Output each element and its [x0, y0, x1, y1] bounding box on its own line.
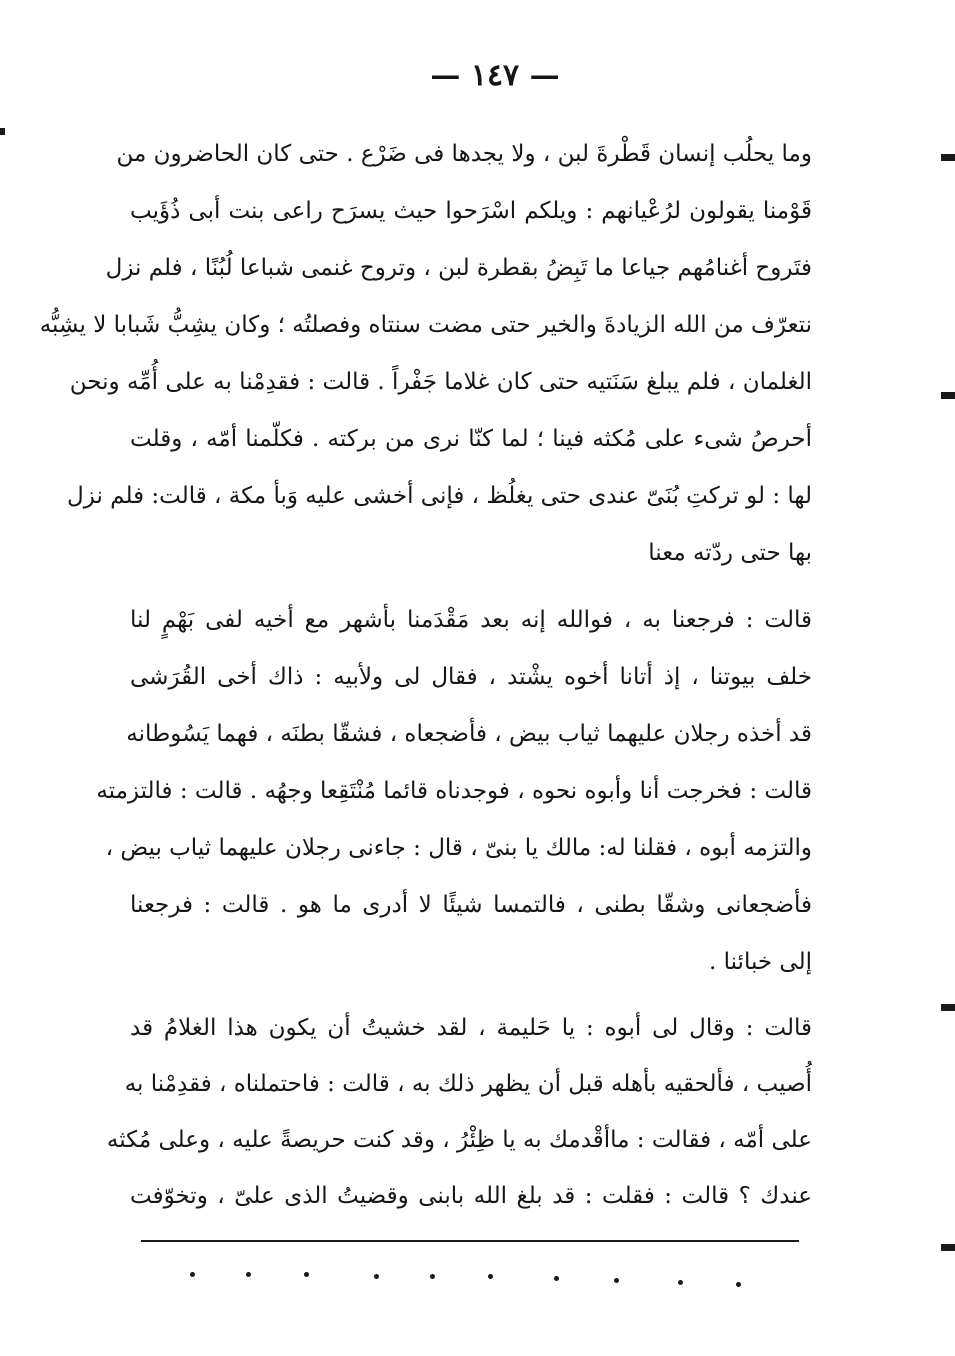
text-line: أحرصُ شىء على مُكثه فينا ؛ لما كنّا نرى من بركته . فكلّمنا أمّه ، وقلت — [130, 426, 812, 452]
text-line: فأضجعانى وشقّا بطنى ، فالتمسا شيئًا لا أدرى ما هو . قالت : فرجعنا — [130, 892, 812, 918]
paragraph-3 — [106, 1000, 812, 1224]
dot-mark — [430, 1274, 435, 1279]
margin-mark — [0, 128, 5, 135]
text-line: والتزمه أبوه ، فقلنا له: مالك يا بنىّ ، قال : جاءنى رجلان عليهما ثياب بيض ، — [105, 835, 812, 861]
text-line: بها حتى ردّته معنا — [648, 540, 812, 566]
margin-mark — [941, 1004, 955, 1011]
text-line: أُصيب ، فألحقيه بأهله قبل أن يظهر ذلك به ، قالت : فاحتملناه ، فقدِمْنا به — [124, 1071, 812, 1097]
dot-mark — [304, 1272, 309, 1277]
text-line: قالت : فرجعنا به ، فوالله إنه بعد مَقْدَمنا بأشهر مع أخيه لفى بَهْمٍ لنا — [130, 607, 812, 633]
text-line: خلف بيوتنا ، إذ أتانا أخوه يشْتد ، فقال لى ولأبيه : ذاك أخى القُرَشى — [130, 664, 812, 690]
dot-mark — [488, 1274, 493, 1279]
footer-dots — [180, 1268, 750, 1288]
text-line: قالت : فخرجت أنا وأبوه نحوه ، فوجدناه قائما مُنْتَقِعا وجهُه . قالت : فالتزمته — [96, 778, 812, 804]
paragraph-1 — [39, 126, 812, 582]
footer-rule — [141, 1240, 799, 1242]
dot-mark — [554, 1276, 559, 1281]
text-line: على أمّه ، فقالت : ماأقْدمك به يا ظِئْرُ ، وقد كنت حريصةً عليه ، وعلى مُكثه — [106, 1127, 812, 1153]
dot-mark — [736, 1282, 741, 1287]
text-line: فتَروح أغنامُهم جياعا ما تَبِضُ بقطرة لبن ، وتروح غنمى شباعا لُبُنًا ، فلم نزل — [105, 255, 812, 281]
dot-mark — [678, 1280, 683, 1285]
text-line: وما يحلُب إنسان قَطْرةَ لبن ، ولا يجدها فى ضَرْع . حتى كان الحاضرون من — [116, 141, 812, 167]
text-line: الغلمان ، فلم يبلغ سَنَتيه حتى كان غلاما جَفْراً . قالت : فقدِمْنا به على أُمِّه ونحن — [69, 369, 812, 395]
text-line: عندك ؟ قالت : فقلت : قد بلغ الله بابنى وقضيتُ الذى علىّ ، وتخوّفت — [130, 1183, 812, 1209]
margin-mark — [941, 392, 955, 399]
margin-mark — [941, 154, 955, 161]
text-line: قد أخذه رجلان عليهما ثياب بيض ، فأضجعاه ، فشقّا بطنَه ، فهما يَسُوطانه — [126, 721, 812, 747]
dot-mark — [614, 1278, 619, 1283]
paragraph-2 — [96, 592, 812, 991]
page-number: — ١٤٧ — — [430, 58, 560, 93]
text-line: قَوْمنا يقولون لرُعْيانهم : ويلكم اسْرَحوا حيث يسرَح راعى بنت أبى ذُؤَيب — [130, 198, 812, 224]
text-line: لها : لو تركتِ بُنَىّ عندى حتى يغلُظ ، فإنى أخشى عليه وَبأ مكة ، قالت: فلم نزل — [67, 483, 812, 509]
dot-mark — [374, 1274, 379, 1279]
text-line: قالت : وقال لى أبوه : يا حَليمة ، لقد خشيتُ أن يكون هذا الغلامُ قد — [130, 1015, 812, 1041]
dot-mark — [246, 1272, 251, 1277]
text-line: نتعرّف من الله الزيادةَ والخير حتى مضت سنتاه وفصلتُه ؛ وكان يشِبُّ شَبابا لا يشِبُّه — [39, 312, 812, 338]
text-line: إلى خبائنا . — [708, 949, 812, 975]
dot-mark — [190, 1272, 195, 1277]
margin-mark — [941, 1244, 955, 1251]
